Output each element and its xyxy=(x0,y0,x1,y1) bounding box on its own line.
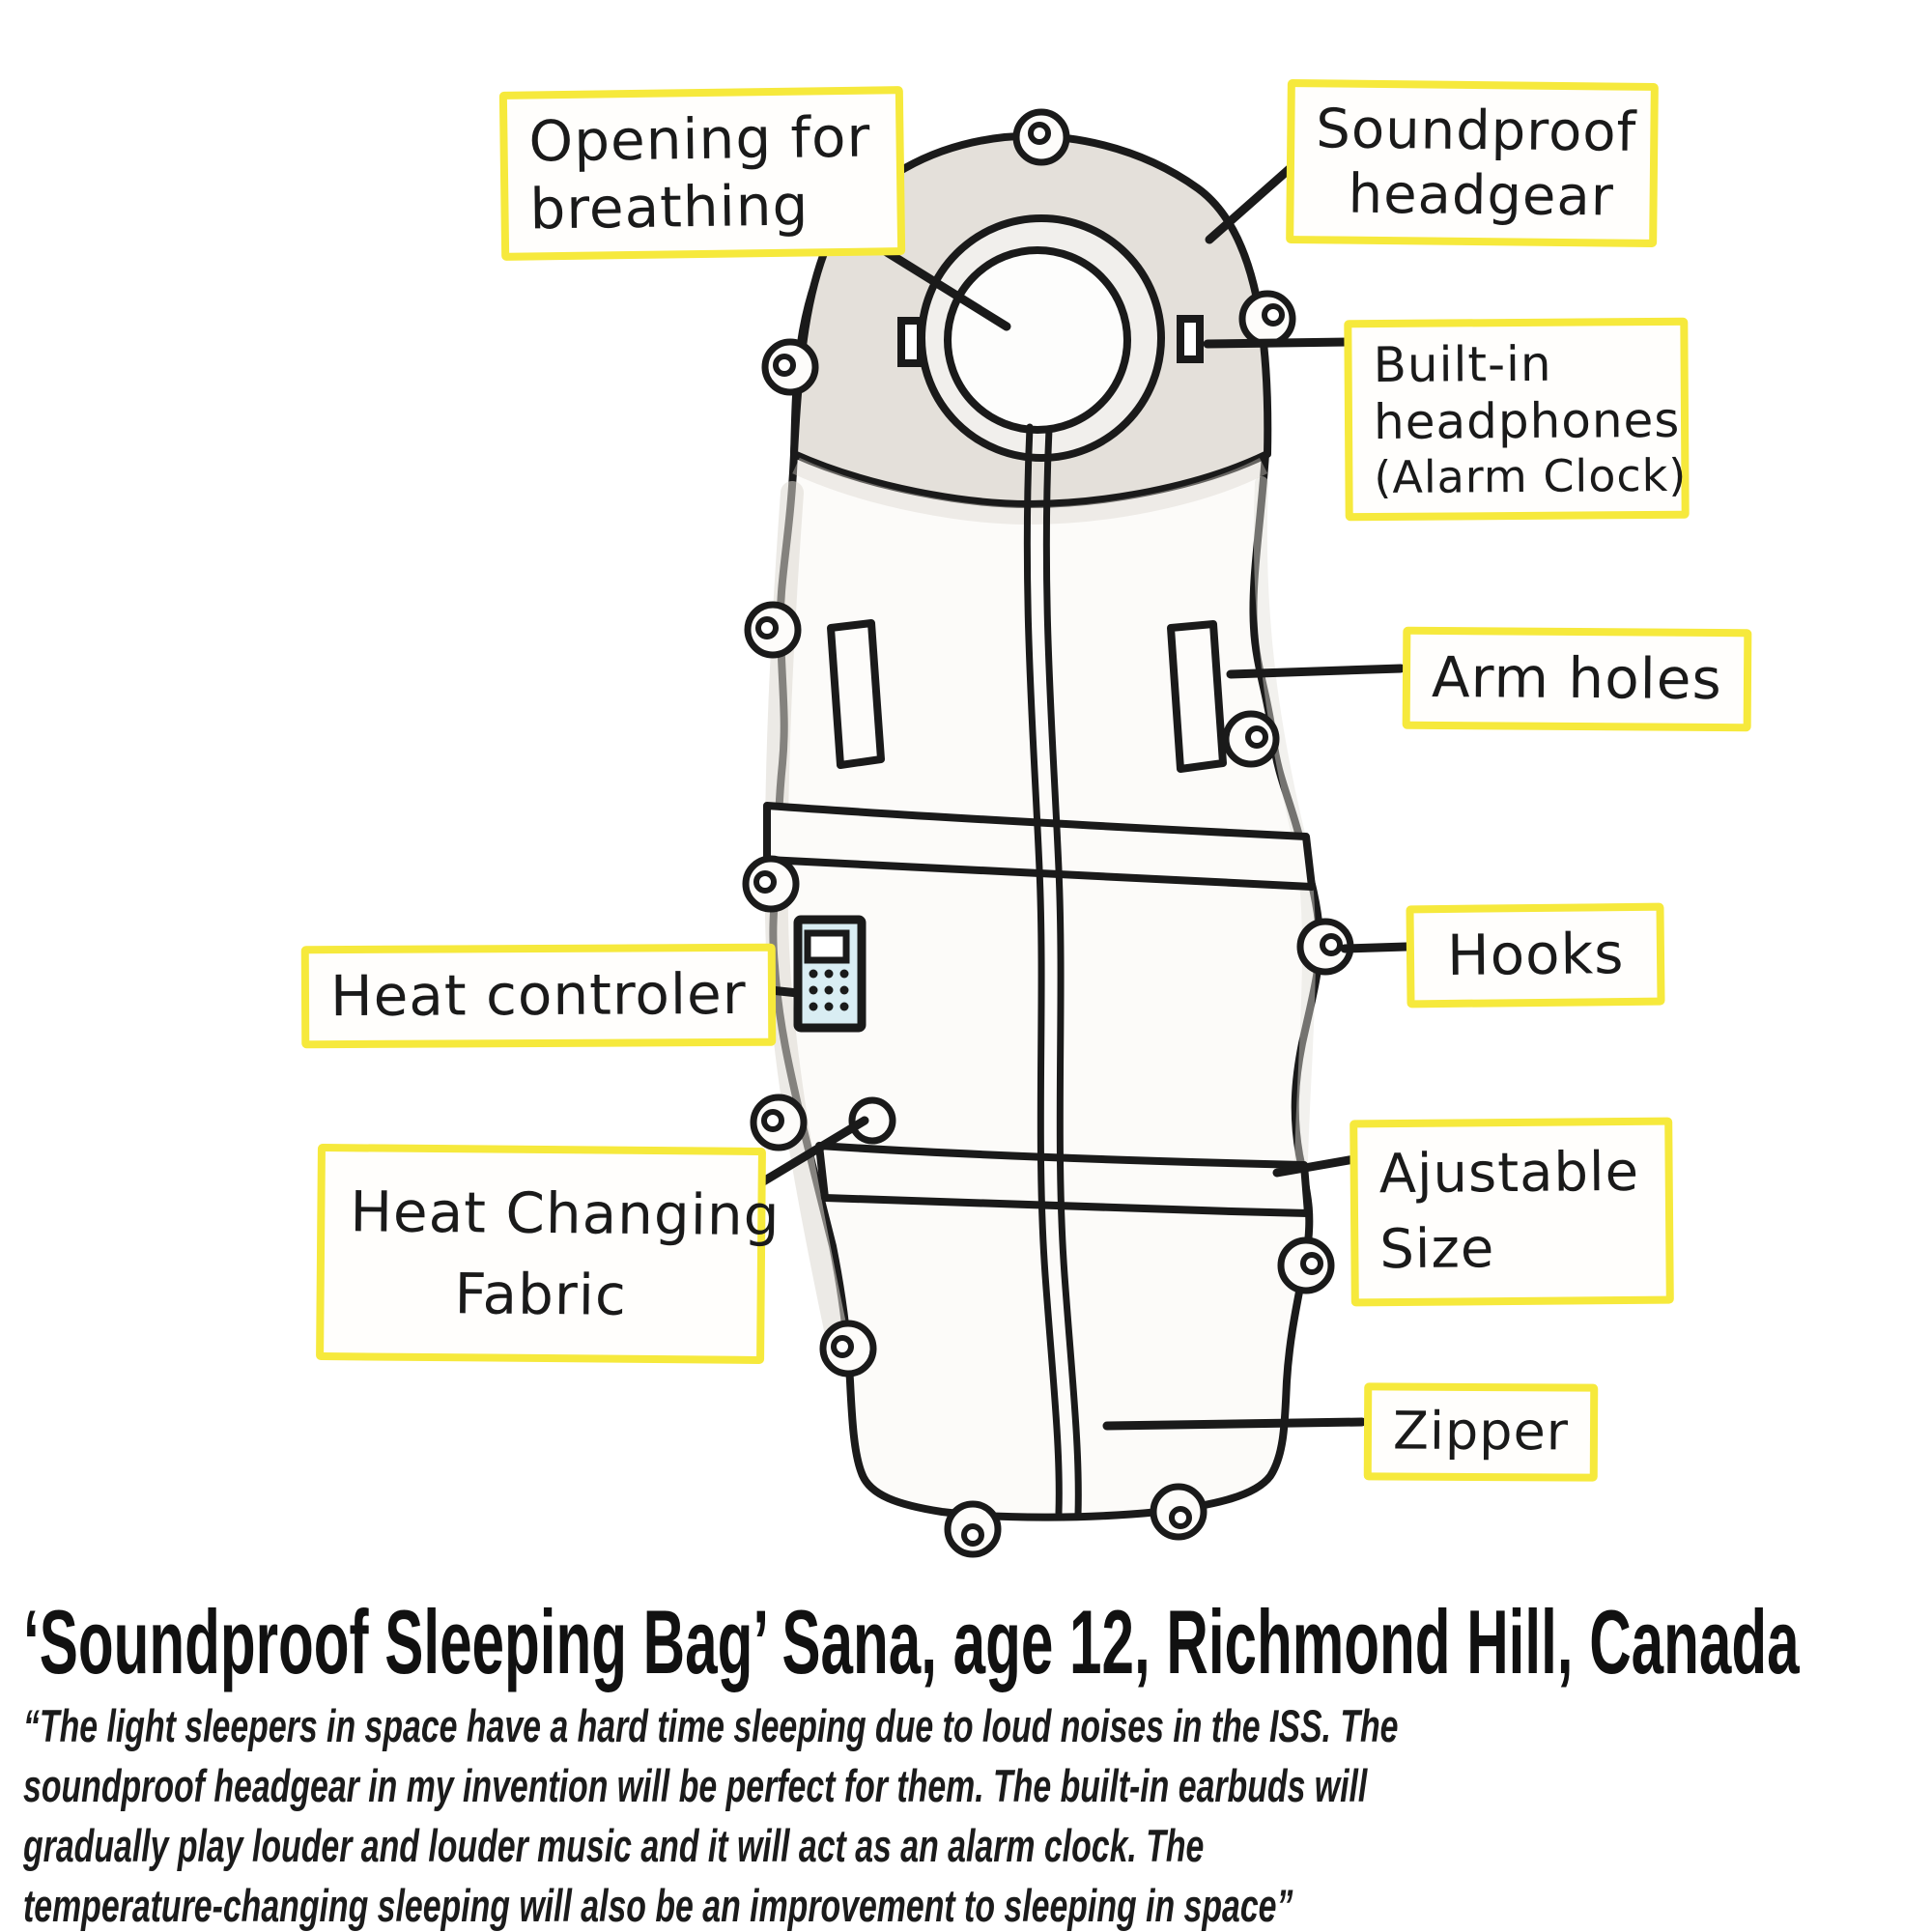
caption-title: ‘Soundproof Sleeping Bag’ Sana, age 12, Richmond Hill, Canada xyxy=(23,1591,1800,1692)
hook xyxy=(746,859,796,909)
label-text-line: Built-in xyxy=(1373,335,1552,394)
label-heat-changing-fabric xyxy=(316,1144,781,1364)
hook xyxy=(823,1323,873,1374)
label-text-line: Fabric xyxy=(454,1261,628,1328)
label-built-in-headphones xyxy=(1344,318,1689,522)
hook xyxy=(748,605,798,655)
caption-quote xyxy=(23,1696,1398,1932)
label-hooks xyxy=(1406,903,1664,1008)
hook xyxy=(1016,112,1066,162)
label-soundproof-headgear xyxy=(1286,79,1659,247)
label-text-line: Soundproof xyxy=(1316,98,1637,164)
quote-line: soundproof headgear in my invention will be perfect for them. The built-in earbuds will xyxy=(23,1760,1368,1811)
hook xyxy=(1281,1240,1331,1291)
hook xyxy=(948,1504,998,1554)
headphone-left xyxy=(901,321,921,363)
heat-controller-device xyxy=(798,920,862,1028)
label-arm-holes xyxy=(1403,627,1751,731)
label-text-line: Hooks xyxy=(1446,921,1625,988)
label-text-line: Heat Changing xyxy=(350,1179,781,1249)
hook xyxy=(1153,1487,1204,1537)
label-opening-for-breathing xyxy=(499,86,905,261)
controller-screen xyxy=(808,933,846,960)
hook xyxy=(1226,714,1276,764)
hook xyxy=(765,342,815,392)
label-text-line: Heat controler xyxy=(329,960,747,1030)
label-heat-controller xyxy=(301,944,776,1048)
label-text-line: (Alarm Clock) xyxy=(1374,448,1688,504)
label-zipper xyxy=(1364,1382,1599,1481)
quote-line: “The light sleepers in space have a hard time sleeping due to loud noises in the ISS. The xyxy=(23,1700,1399,1751)
headphone-right xyxy=(1180,319,1200,359)
controller-keypad xyxy=(810,970,849,1011)
leader-soundproof-headgear xyxy=(1209,166,1293,240)
hook xyxy=(753,1097,804,1148)
quote-line: gradually play louder and louder music and it will act as an alarm clock. The xyxy=(23,1820,1205,1871)
leader-zipper xyxy=(1107,1422,1362,1426)
leader-hooks xyxy=(1345,947,1406,949)
label-adjustable-size xyxy=(1350,1118,1674,1307)
label-text-line: breathing xyxy=(529,172,810,242)
label-text-line: Arm holes xyxy=(1431,643,1722,713)
arm-hole-left xyxy=(831,623,881,765)
label-text-line: Size xyxy=(1379,1217,1495,1282)
leader-arm-holes xyxy=(1231,668,1401,674)
arm-hole-right xyxy=(1171,624,1223,769)
label-text-line: Opening for xyxy=(528,103,871,175)
hook xyxy=(1242,294,1293,344)
breathing-opening xyxy=(948,250,1127,430)
leader-built-in-headphones xyxy=(1208,342,1349,344)
label-text-line: Zipper xyxy=(1392,1400,1570,1463)
quote-line: temperature-changing sleeping will also be an improvement to sleeping in space” xyxy=(23,1880,1293,1931)
label-text-line: headphones xyxy=(1373,391,1681,451)
label-text-line: Ajustable xyxy=(1378,1140,1640,1207)
label-text-line: headgear xyxy=(1348,162,1615,229)
